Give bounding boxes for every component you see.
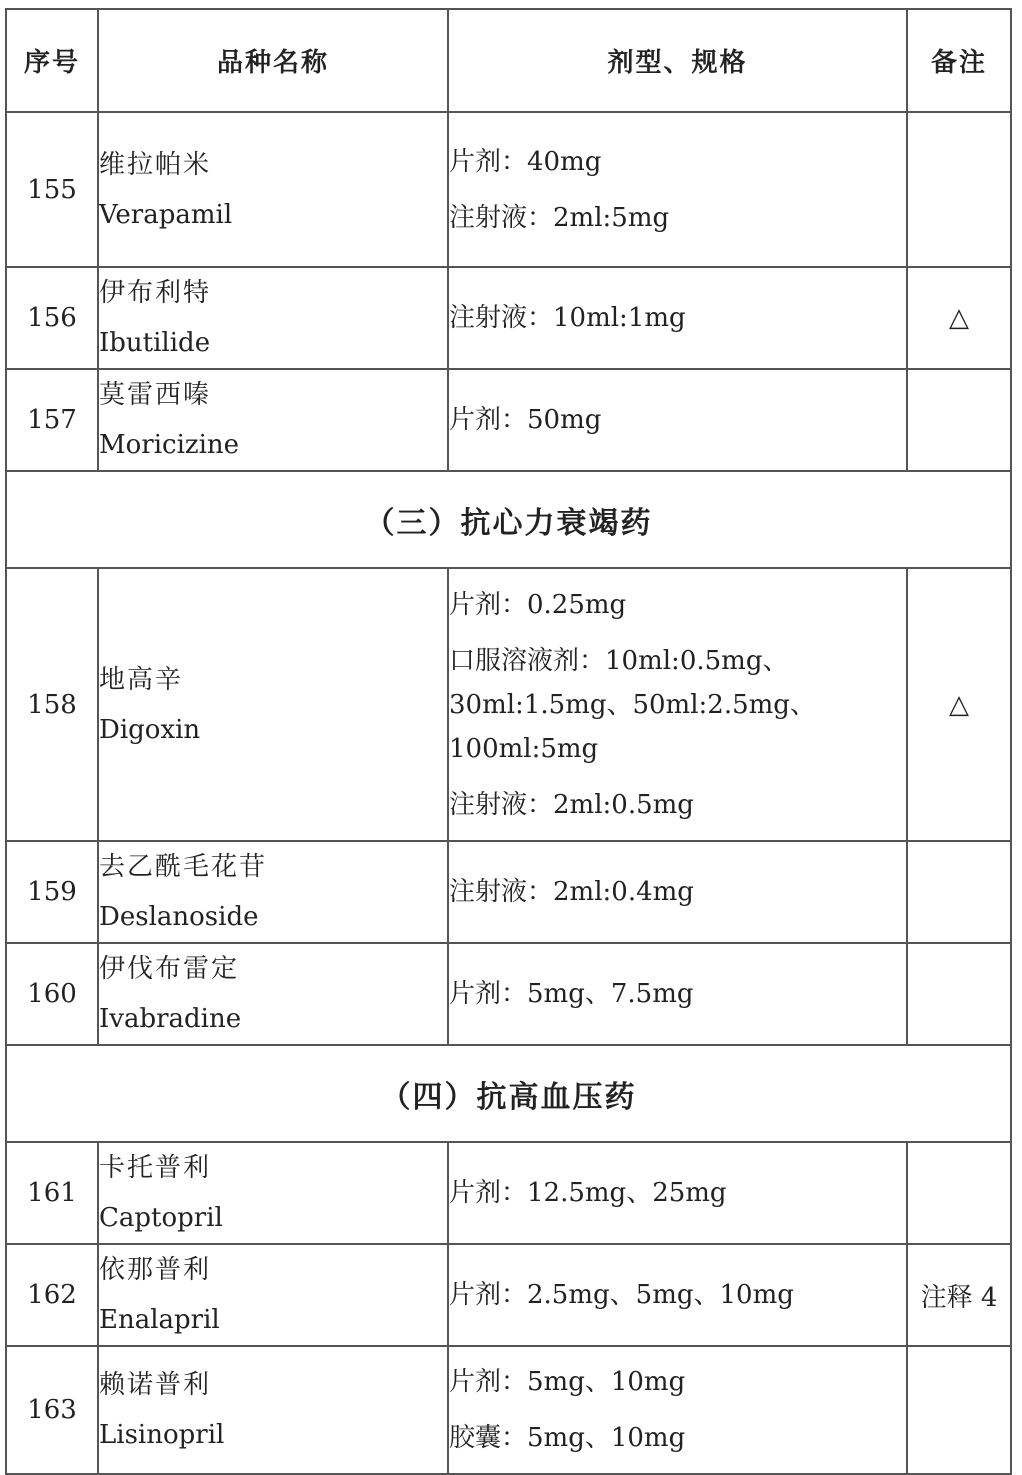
drug-name-cn: 赖诺普利 [99,1370,212,1400]
drug-name-cn: 地高辛 [99,664,184,695]
spec-cell [448,568,907,841]
header-name: 品种名称 [98,9,448,112]
drug-name-cell [98,267,448,369]
spec-line: 片剂：12.5mg、25mg [449,1178,727,1208]
section-heading: （三）抗心力衰竭药 [6,471,1011,568]
spec-line: 片剂：5mg、7.5mg [449,979,694,1009]
spec-line: 胶囊：5mg、10mg [449,1423,686,1453]
note-cell: △ [907,267,1011,369]
drug-name-cell [98,943,448,1045]
drug-name-cn: 莫雷西嗪 [99,380,212,410]
row-seq: 156 [6,267,98,369]
spec-cell [448,369,907,471]
spec-line: 口服溶液剂：10ml:0.5mg、 [449,645,789,676]
drug-name-cell [98,568,448,841]
drug-name-en: Digoxin [99,714,201,745]
table-row [6,112,1011,267]
row-seq: 161 [6,1142,98,1244]
row-seq: 160 [6,943,98,1045]
drug-name-en: Lisinopril [99,1420,225,1450]
table-row [6,1142,1011,1244]
spec-line: 片剂：40mg [449,146,602,177]
spec-line: 注射液：10ml:1mg [449,303,686,333]
section-row [6,471,1011,568]
spec-line: 片剂：5mg、10mg [449,1367,686,1397]
note-cell [907,369,1011,471]
note-cell [907,112,1011,267]
table-row [6,568,1011,841]
header-seq: 序号 [6,9,98,112]
header-row [6,9,1011,112]
spec-cell [448,267,907,369]
spec-cell [448,1142,907,1244]
section-heading: （四）抗高血压药 [6,1045,1011,1142]
drug-name-cell [98,112,448,267]
table-row [6,943,1011,1045]
drug-name-en: Ibutilide [99,328,211,358]
drug-name-cell [98,1142,448,1244]
note-cell [907,841,1011,943]
drug-name-cn: 伊布利特 [99,278,212,308]
row-seq: 163 [6,1346,98,1474]
note-cell: △ [907,568,1011,841]
spec-line: 片剂：0.25mg [449,589,627,620]
drug-name-cell [98,369,448,471]
drug-name-cn: 依那普利 [99,1255,212,1285]
drug-name-en: Moricizine [99,430,240,460]
note-cell [907,1346,1011,1474]
drug-name-en: Verapamil [99,199,233,230]
table-row [6,841,1011,943]
table-row [6,1244,1011,1346]
spec-cell [448,1346,907,1474]
row-seq: 155 [6,112,98,267]
spec-cell [448,943,907,1045]
spec-line: 片剂：50mg [449,405,602,435]
table-row [6,267,1011,369]
spec-line: 注射液：2ml:5mg [449,202,670,233]
table-row [6,1346,1011,1474]
drug-name-en: Ivabradine [99,1004,242,1034]
spec-cell [448,1244,907,1346]
drug-name-cell [98,1244,448,1346]
spec-line: 100ml:5mg [449,733,599,764]
row-seq: 157 [6,369,98,471]
note-cell [907,1142,1011,1244]
spec-line: 注射液：2ml:0.4mg [449,877,694,907]
spec-line: 片剂：2.5mg、5mg、10mg [449,1280,794,1310]
drug-name-cell [98,841,448,943]
spec-cell [448,112,907,267]
row-seq: 158 [6,568,98,841]
drug-name-cell [98,1346,448,1474]
drug-name-cn: 去乙酰毛花苷 [99,852,268,882]
row-seq: 162 [6,1244,98,1346]
drug-name-cn: 维拉帕米 [99,149,212,180]
drug-name-cn: 卡托普利 [99,1153,212,1183]
drug-table [5,8,1012,1475]
drug-name-en: Deslanoside [99,902,259,932]
header-note: 备注 [907,9,1011,112]
note-cell [907,943,1011,1045]
header-spec: 剂型、规格 [448,9,907,112]
table-row [6,369,1011,471]
section-row [6,1045,1011,1142]
drug-name-en: Captopril [99,1203,223,1233]
drug-name-en: Enalapril [99,1305,220,1335]
note-cell: 注释 4 [907,1244,1011,1346]
spec-cell [448,841,907,943]
row-seq: 159 [6,841,98,943]
spec-line: 注射液：2ml:0.5mg [449,789,694,820]
spec-line: 30ml:1.5mg、50ml:2.5mg、 [449,689,816,720]
drug-name-cn: 伊伐布雷定 [99,954,240,984]
